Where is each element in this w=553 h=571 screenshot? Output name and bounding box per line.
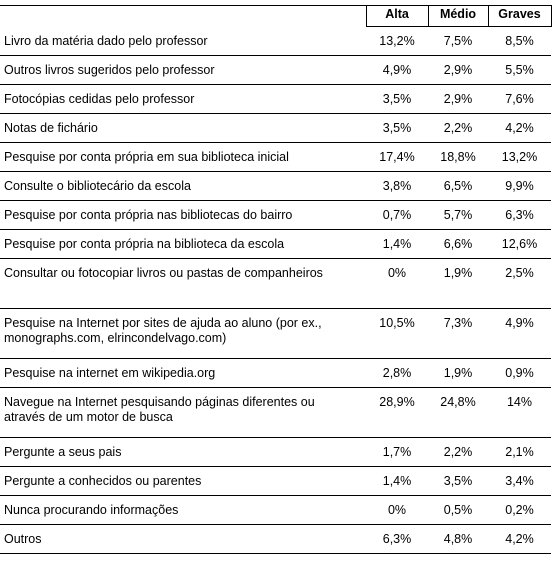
row-label: Notas de fichário bbox=[0, 114, 366, 143]
header-medio: Médio bbox=[428, 6, 488, 27]
cell-medio: 6,5% bbox=[428, 172, 488, 201]
cell-graves: 0,2% bbox=[488, 496, 551, 525]
cell-alta: 1,7% bbox=[366, 438, 428, 467]
cell-graves: 6,3% bbox=[488, 201, 551, 230]
cell-medio: 7,5% bbox=[428, 27, 488, 56]
cell-alta: 10,5% bbox=[366, 309, 428, 359]
cell-medio: 2,9% bbox=[428, 56, 488, 85]
table-row bbox=[0, 496, 551, 525]
table-row bbox=[0, 309, 551, 359]
cell-alta: 6,3% bbox=[366, 525, 428, 554]
cell-medio: 0,5% bbox=[428, 496, 488, 525]
header-row bbox=[0, 6, 551, 27]
cell-alta: 28,9% bbox=[366, 388, 428, 438]
cell-graves: 2,1% bbox=[488, 438, 551, 467]
cell-alta: 13,2% bbox=[366, 27, 428, 56]
cell-graves: 4,9% bbox=[488, 309, 551, 359]
row-label: Pesquise por conta própria na biblioteca da escola bbox=[0, 230, 366, 259]
cell-alta: 4,9% bbox=[366, 56, 428, 85]
row-label: Nunca procurando informações bbox=[0, 496, 366, 525]
header-item bbox=[0, 6, 366, 27]
row-label: Fotocópias cedidas pelo professor bbox=[0, 85, 366, 114]
header-alta: Alta bbox=[366, 6, 428, 27]
table-row bbox=[0, 388, 551, 438]
row-label: Pergunte a seus pais bbox=[0, 438, 366, 467]
cell-graves: 2,5% bbox=[488, 259, 551, 309]
cell-alta: 0% bbox=[366, 496, 428, 525]
row-label: Pesquise por conta própria em sua biblioteca inicial bbox=[0, 143, 366, 172]
row-label: Pesquise na Internet por sites de ajuda ao aluno (por ex., monographs.com, elrincondelvago.com) bbox=[0, 309, 366, 359]
cell-medio: 2,2% bbox=[428, 114, 488, 143]
cell-medio: 5,7% bbox=[428, 201, 488, 230]
table-row bbox=[0, 467, 551, 496]
table-row bbox=[0, 143, 551, 172]
cell-medio: 2,9% bbox=[428, 85, 488, 114]
header-graves: Graves bbox=[488, 6, 551, 27]
cell-graves: 8,5% bbox=[488, 27, 551, 56]
cell-medio: 24,8% bbox=[428, 388, 488, 438]
cell-medio: 2,2% bbox=[428, 438, 488, 467]
cell-graves: 7,6% bbox=[488, 85, 551, 114]
cell-medio: 6,6% bbox=[428, 230, 488, 259]
row-label: Navegue na Internet pesquisando páginas diferentes ou através de um motor de busca bbox=[0, 388, 366, 438]
row-label: Outros livros sugeridos pelo professor bbox=[0, 56, 366, 85]
cell-graves: 14% bbox=[488, 388, 551, 438]
row-label: Pesquise por conta própria nas bibliotecas do bairro bbox=[0, 201, 366, 230]
results-table bbox=[0, 5, 552, 554]
cell-medio: 7,3% bbox=[428, 309, 488, 359]
table-row bbox=[0, 438, 551, 467]
cell-graves: 0,9% bbox=[488, 359, 551, 388]
row-label: Pesquise na internet em wikipedia.org bbox=[0, 359, 366, 388]
cell-alta: 3,8% bbox=[366, 172, 428, 201]
cell-medio: 3,5% bbox=[428, 467, 488, 496]
row-label: Consultar ou fotocopiar livros ou pastas de companheiros bbox=[0, 259, 366, 309]
cell-alta: 1,4% bbox=[366, 230, 428, 259]
cell-medio: 18,8% bbox=[428, 143, 488, 172]
table-row bbox=[0, 259, 551, 309]
cell-medio: 1,9% bbox=[428, 359, 488, 388]
table-row bbox=[0, 114, 551, 143]
cell-graves: 9,9% bbox=[488, 172, 551, 201]
cell-alta: 3,5% bbox=[366, 85, 428, 114]
table-row bbox=[0, 85, 551, 114]
cell-alta: 0,7% bbox=[366, 201, 428, 230]
table-row bbox=[0, 359, 551, 388]
row-label: Pergunte a conhecidos ou parentes bbox=[0, 467, 366, 496]
table-row bbox=[0, 201, 551, 230]
row-label: Consulte o bibliotecário da escola bbox=[0, 172, 366, 201]
cell-graves: 13,2% bbox=[488, 143, 551, 172]
table-row bbox=[0, 172, 551, 201]
table-row bbox=[0, 230, 551, 259]
cell-graves: 4,2% bbox=[488, 114, 551, 143]
cell-graves: 5,5% bbox=[488, 56, 551, 85]
table-row bbox=[0, 56, 551, 85]
cell-alta: 3,5% bbox=[366, 114, 428, 143]
cell-graves: 3,4% bbox=[488, 467, 551, 496]
cell-medio: 4,8% bbox=[428, 525, 488, 554]
cell-medio: 1,9% bbox=[428, 259, 488, 309]
cell-graves: 4,2% bbox=[488, 525, 551, 554]
row-label: Outros bbox=[0, 525, 366, 554]
cell-alta: 2,8% bbox=[366, 359, 428, 388]
cell-alta: 0% bbox=[366, 259, 428, 309]
cell-alta: 17,4% bbox=[366, 143, 428, 172]
cell-alta: 1,4% bbox=[366, 467, 428, 496]
table-row bbox=[0, 525, 551, 554]
table-row bbox=[0, 27, 551, 56]
cell-graves: 12,6% bbox=[488, 230, 551, 259]
row-label: Livro da matéria dado pelo professor bbox=[0, 27, 366, 56]
